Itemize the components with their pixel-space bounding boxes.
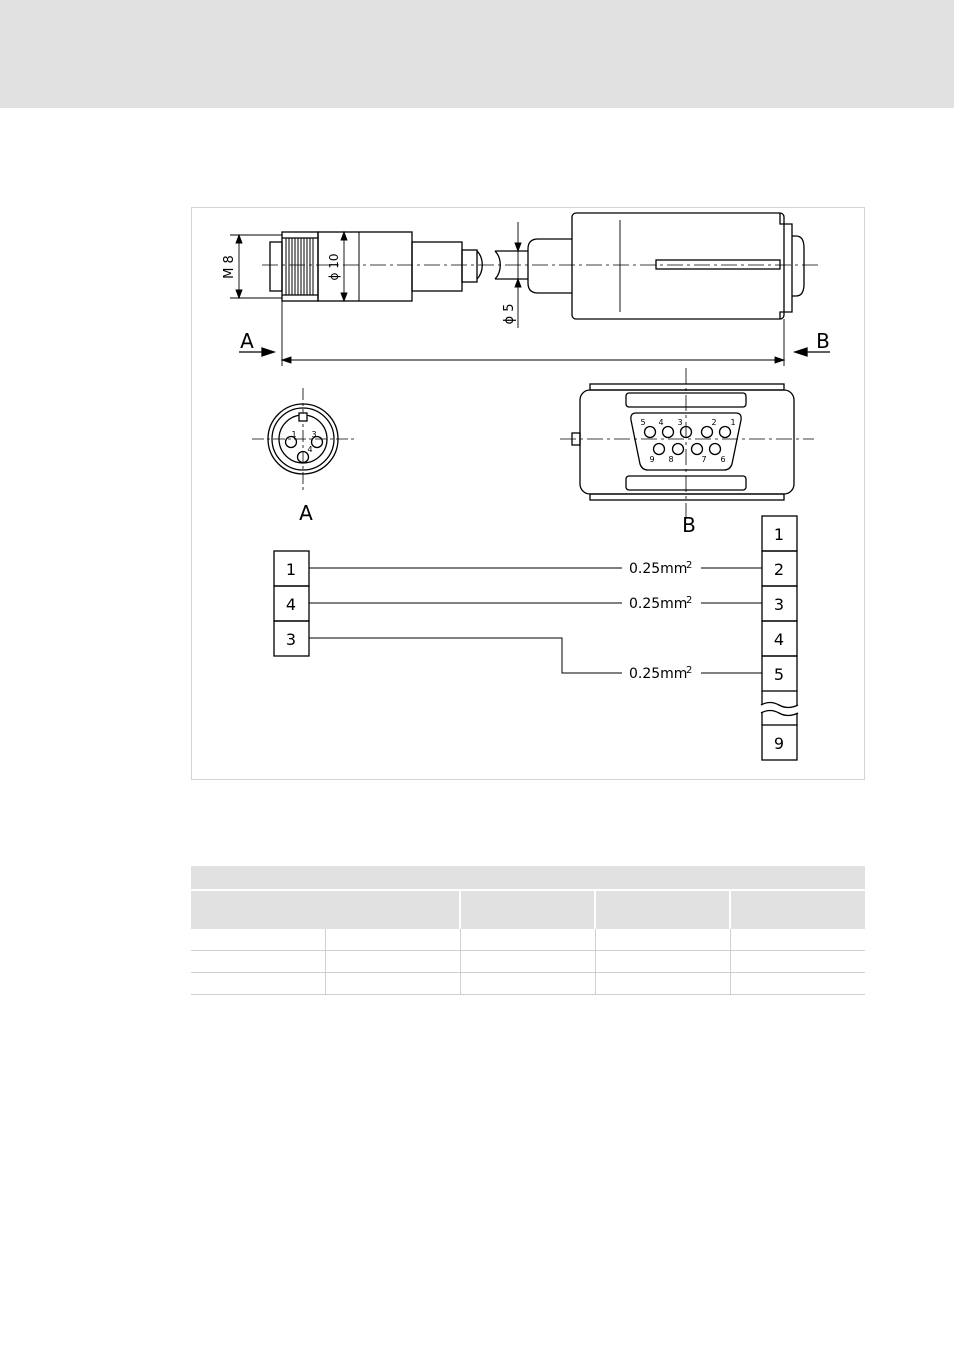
- table-cell: [731, 973, 865, 994]
- dsub-pin-9-label: 9: [649, 455, 655, 464]
- right-terminal-5: 5: [773, 665, 785, 684]
- dim-length: [282, 301, 784, 366]
- view-b-arrow-label: B: [816, 329, 830, 353]
- knurled-nut: [282, 232, 318, 301]
- right-terminal-9: 9: [773, 734, 785, 753]
- cable-drawing: [192, 208, 864, 779]
- dsub-front-view: [560, 368, 814, 524]
- wire-3-exponent: 2: [686, 665, 693, 676]
- table-cell: [596, 929, 731, 950]
- table-cell: [191, 929, 326, 950]
- dsub-pin-4-label: 4: [658, 418, 664, 427]
- dsub-pin-2-label: 2: [711, 418, 717, 427]
- wire-3-5: [309, 638, 762, 673]
- table-header-cell: [461, 891, 596, 929]
- right-terminal-3: 3: [773, 595, 785, 614]
- right-terminal-1: 1: [773, 525, 785, 544]
- dsub-pin-6-label: 6: [720, 455, 726, 464]
- table-header-cell: [596, 891, 731, 929]
- wire-2-cross-section: 0.25mm: [629, 596, 688, 612]
- table-header-cell: [191, 891, 461, 929]
- m8-pin-1-label: 1: [291, 430, 297, 439]
- view-a-label: A: [299, 501, 313, 525]
- wire-3-cross-section: 0.25mm: [629, 666, 688, 682]
- cable-drawing-frame: [191, 207, 865, 780]
- left-terminal-1: 1: [285, 560, 297, 579]
- view-b-label: B: [682, 513, 696, 537]
- wire-1-cross-section: 0.25mm: [629, 561, 688, 577]
- table-cell: [326, 929, 461, 950]
- m8-pin-4-label: 4: [307, 445, 313, 454]
- left-terminal-4: 4: [285, 595, 297, 614]
- dsub-pin-8-label: 8: [668, 455, 674, 464]
- wire-2-exponent: 2: [686, 595, 693, 606]
- table-cell: [191, 973, 326, 994]
- dim-d10-label: ϕ 10: [327, 253, 341, 281]
- dsub-pin-5-label: 5: [640, 418, 646, 427]
- dim-m8: [230, 235, 282, 298]
- table-cell: [596, 951, 731, 972]
- dim-m8-label: M 8: [222, 255, 237, 279]
- table-cell: [731, 951, 865, 972]
- dsub-housing: [572, 213, 784, 319]
- table-row: [191, 951, 865, 973]
- wire-1-exponent: 2: [686, 560, 693, 571]
- dsub-pin-7-label: 7: [701, 455, 707, 464]
- table-cell: [596, 973, 731, 994]
- view-a-arrow-label: A: [240, 329, 254, 353]
- table-cell: [461, 973, 596, 994]
- spec-table: [191, 866, 865, 995]
- table-row: [191, 973, 865, 995]
- table-cell: [191, 951, 326, 972]
- m8-pin-3-label: 3: [311, 430, 317, 439]
- table-header-row: [191, 889, 865, 929]
- m8-tip: [270, 242, 282, 291]
- table-row: [191, 929, 865, 951]
- table-cell: [461, 929, 596, 950]
- m8-front-view: [252, 388, 354, 490]
- right-terminal-4: 4: [773, 630, 785, 649]
- table-cell: [326, 951, 461, 972]
- dsub-strain-relief: [528, 239, 572, 293]
- table-cell: [326, 973, 461, 994]
- dsub-pin-3-label: 3: [677, 418, 683, 427]
- left-terminal-3: 3: [285, 630, 297, 649]
- header-band: [0, 0, 954, 108]
- right-terminal-2: 2: [773, 560, 785, 579]
- table-cell: [461, 951, 596, 972]
- dsub-pin-1-label: 1: [730, 418, 736, 427]
- dim-d5-label: ϕ 5: [502, 303, 517, 325]
- strain-relief: [412, 242, 462, 291]
- terminal-break: [761, 703, 798, 708]
- table-cell: [731, 929, 865, 950]
- table-header-cell: [731, 891, 865, 929]
- dim-d10: [341, 232, 347, 301]
- table-title-row: [191, 866, 865, 889]
